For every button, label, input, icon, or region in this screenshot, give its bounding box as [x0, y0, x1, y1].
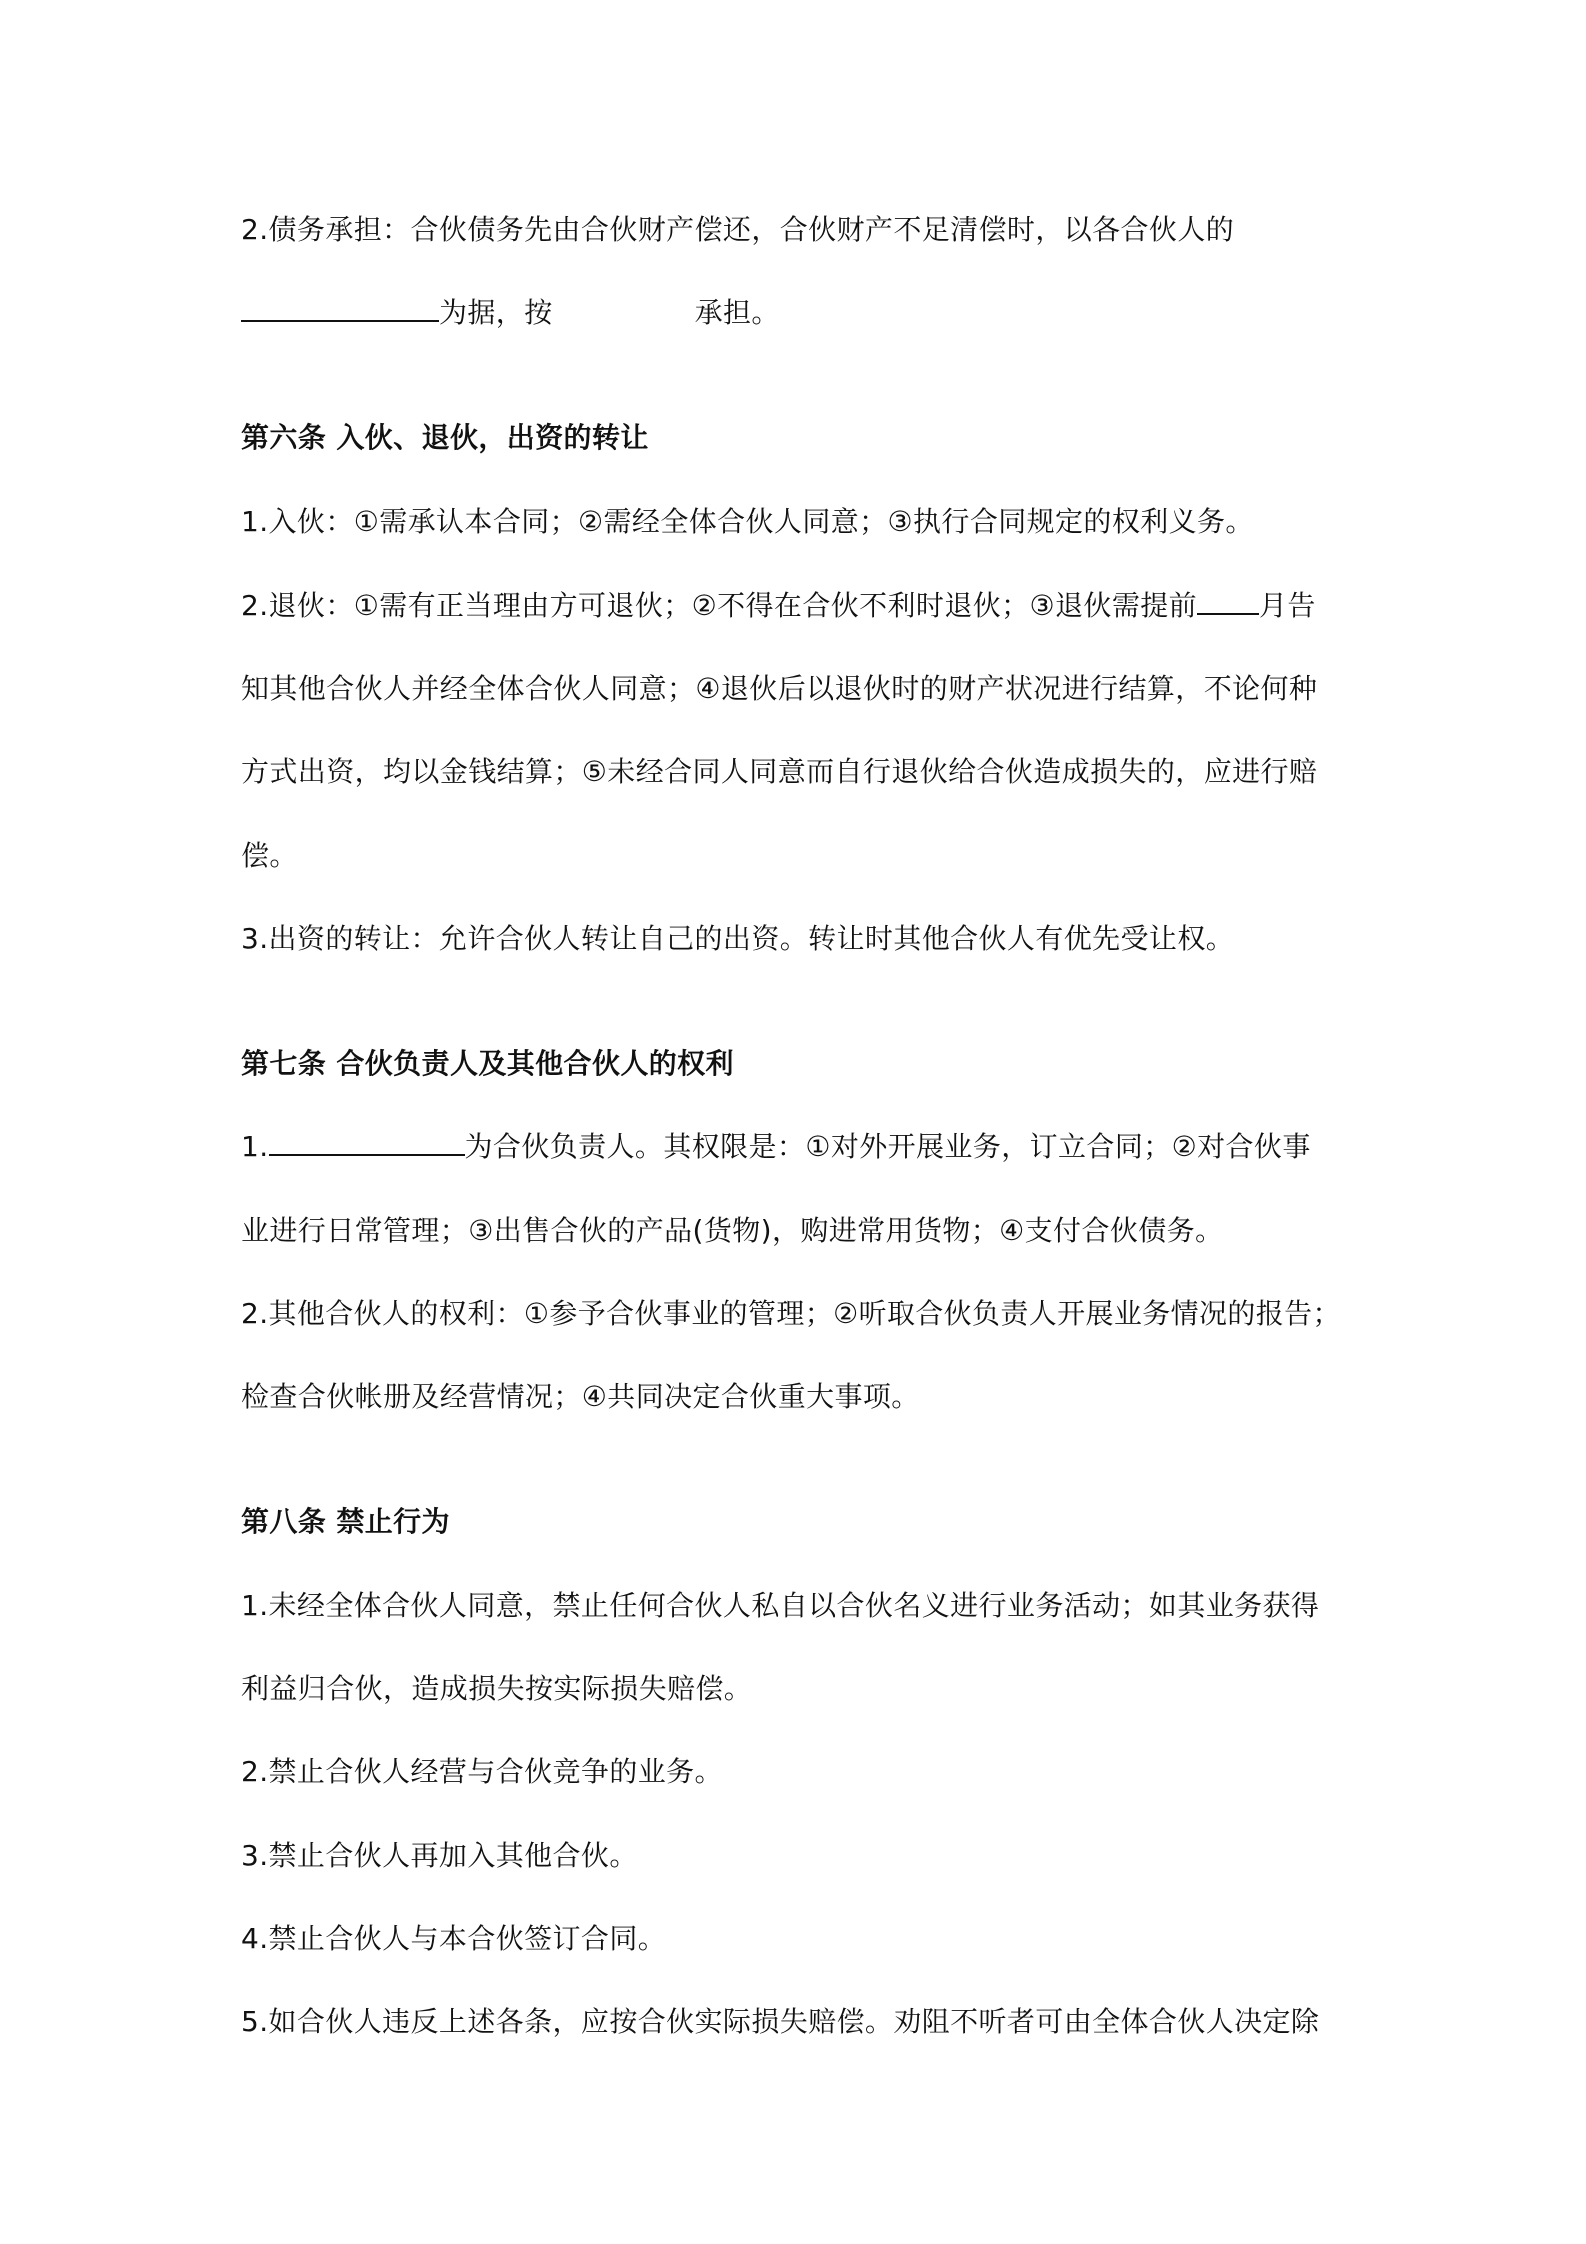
- paragraph-line: [241, 293, 780, 333]
- paragraph-line: 1.未经全体合伙人同意，禁止任何合伙人私自以合伙名义进行业务活动；如其业务获得: [241, 1589, 1320, 1622]
- paragraph-line: 检查合伙帐册及经营情况；④共同决定合伙重大事项。: [241, 1380, 920, 1413]
- paragraph-line: 利益归合伙，造成损失按实际损失赔偿。: [241, 1672, 753, 1705]
- paragraph-text: 承担。: [694, 296, 780, 329]
- paragraph-line: 知其他合伙人并经全体合伙人同意；④退伙后以退伙时的财产状况进行结算，不论何种: [241, 672, 1318, 705]
- paragraph-line: 2.禁止合伙人经营与合伙竞争的业务。: [241, 1755, 723, 1788]
- fill-in-blank: [1197, 587, 1259, 615]
- paragraph-text: 1.: [241, 1130, 269, 1163]
- fill-in-blank: [269, 1128, 465, 1156]
- paragraph-line: 偿。: [241, 839, 298, 872]
- paragraph-line: 1.入伙：①需承认本合同；②需经全体合伙人同意；③执行合同规定的权利义务。: [241, 505, 1254, 538]
- paragraph-line: 3.出资的转让：允许合伙人转让自己的出资。转让时其他合伙人有优先受让权。: [241, 922, 1235, 955]
- paragraph-line: 业进行日常管理；③出售合伙的产品(货物)，购进常用货物；④支付合伙债务。: [241, 1214, 1224, 1247]
- paragraph-text: 2.退伙：①需有正当理由方可退伙；②不得在合伙不利时退伙；③退伙需提前: [241, 589, 1198, 622]
- section-heading: 第八条 禁止行为: [241, 1505, 450, 1538]
- paragraph-line: 4.禁止合伙人与本合伙签订合同。: [241, 1922, 667, 1955]
- section-heading: 第七条 合伙负责人及其他合伙人的权利: [241, 1047, 734, 1080]
- paragraph-text: 为合伙负责人。其权限是：①对外开展业务，订立合同；②对合伙事: [464, 1130, 1311, 1163]
- section-heading: 第六条 入伙、退伙，出资的转让: [241, 421, 649, 454]
- paragraph-text: 月告: [1259, 589, 1316, 622]
- paragraph-line: [241, 586, 1316, 626]
- paragraph-line: 方式出资，均以金钱结算；⑤未经合同人同意而自行退伙给合伙造成损失的，应进行赔: [241, 755, 1318, 788]
- paragraph-line: [241, 1127, 1311, 1167]
- paragraph-line: 2.其他合伙人的权利：①参予合伙事业的管理；②听取合伙负责人开展业务情况的报告；: [241, 1297, 1341, 1330]
- paragraph-line: 5.如合伙人违反上述各条，应按合伙实际损失赔偿。劝阻不听者可由全体合伙人决定除: [241, 2005, 1320, 2038]
- paragraph-line: 2.债务承担：合伙债务先由合伙财产偿还，合伙财产不足清偿时，以各合伙人的: [241, 213, 1235, 246]
- fill-in-blank: [241, 294, 439, 322]
- paragraph-line: 3.禁止合伙人再加入其他合伙。: [241, 1839, 638, 1872]
- paragraph-text: 为据，按: [439, 296, 553, 329]
